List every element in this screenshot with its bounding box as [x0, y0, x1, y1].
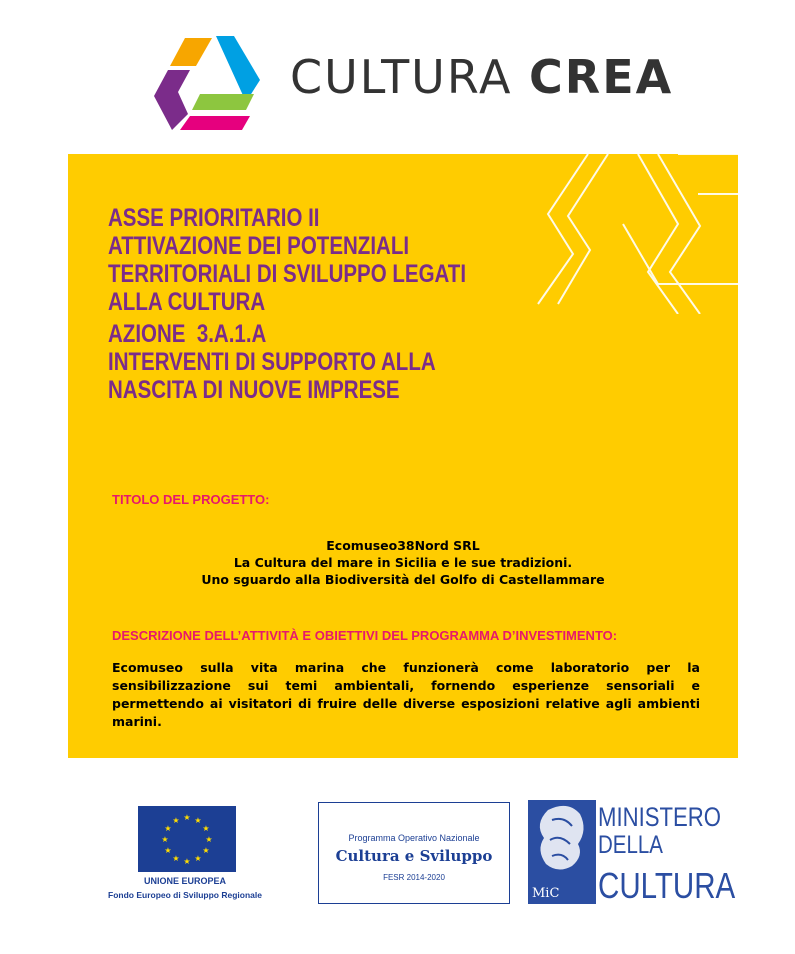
- pon-line-3: FESR 2014-2020: [383, 873, 445, 882]
- cultura-crea-logo-icon: [150, 30, 265, 135]
- brand-light: CULTURA: [290, 50, 513, 104]
- mic-emblem-icon: [528, 800, 596, 904]
- axis-line-1: ASSE PRIORITARIO II: [108, 204, 320, 232]
- svg-text:★: ★: [183, 857, 191, 866]
- project-line-3: Uno sguardo alla Biodiversità del Golfo di Castellammare: [201, 572, 605, 587]
- svg-text:★: ★: [202, 824, 210, 833]
- action-line-2: INTERVENTI DI SUPPORTO ALLA: [108, 348, 436, 376]
- svg-text:★: ★: [205, 835, 213, 844]
- pon-line-1: Programma Operativo Nazionale: [348, 833, 480, 843]
- header: [0, 0, 795, 150]
- mic-line-3: CULTURA: [598, 865, 736, 906]
- svg-text:★: ★: [183, 813, 191, 822]
- svg-text:★: ★: [164, 846, 172, 855]
- mic-logo: [528, 800, 736, 908]
- svg-text:★: ★: [194, 816, 202, 825]
- eu-title: UNIONE EUROPEA: [143, 876, 226, 886]
- heading-block: [108, 204, 466, 404]
- decorative-outline-icon: [528, 154, 738, 314]
- eu-logo: [80, 802, 290, 912]
- svg-text:★: ★: [161, 835, 169, 844]
- project-line-1: Ecomuseo38Nord SRL: [326, 538, 480, 553]
- svg-text:★: ★: [172, 854, 180, 863]
- description-label: DESCRIZIONE DELL’ATTIVITÀ E OBIETTIVI DEL PROGRAMMA D’INVESTIMENTO:: [112, 628, 618, 643]
- project-title: [68, 537, 738, 588]
- brand-bold: CREA: [529, 50, 674, 104]
- pon-line-2: Cultura e Sviluppo: [335, 847, 493, 865]
- axis-line-4: ALLA CULTURA: [108, 288, 266, 316]
- axis-line-2: ATTIVAZIONE DEI POTENZIALI: [108, 232, 410, 260]
- brand-title: [290, 50, 673, 104]
- mic-line-1: MINISTERO: [598, 802, 722, 832]
- info-panel: [68, 154, 738, 758]
- eu-subtitle: Fondo Europeo di Sviluppo Regionale: [108, 890, 262, 900]
- project-line-2: La Cultura del mare in Sicilia e le sue tradizioni.: [233, 555, 573, 570]
- svg-text:★: ★: [202, 846, 210, 855]
- action-line-3: NASCITA DI NUOVE IMPRESE: [108, 376, 400, 404]
- eu-flag-icon: [138, 806, 236, 872]
- action-line-1: AZIONE 3.A.1.A: [108, 320, 267, 348]
- svg-text:★: ★: [172, 816, 180, 825]
- mic-badge: MiC: [532, 886, 560, 901]
- svg-text:★: ★: [194, 854, 202, 863]
- project-title-label: TITOLO DEL PROGETTO:: [112, 492, 270, 507]
- pon-logo: [318, 802, 510, 904]
- svg-text:★: ★: [164, 824, 172, 833]
- description-text: Ecomuseo sulla vita marina che funzionerà come laboratorio per la sensibilizzazione sui temi ambientali, fornendo esperienze sensoriali e permettendo ai visitatori di fruire delle diverse esposizioni relative agli ambienti marini.: [112, 660, 700, 729]
- mic-line-2: DELLA: [598, 831, 663, 859]
- axis-line-3: TERRITORIALI DI SVILUPPO LEGATI: [108, 260, 467, 288]
